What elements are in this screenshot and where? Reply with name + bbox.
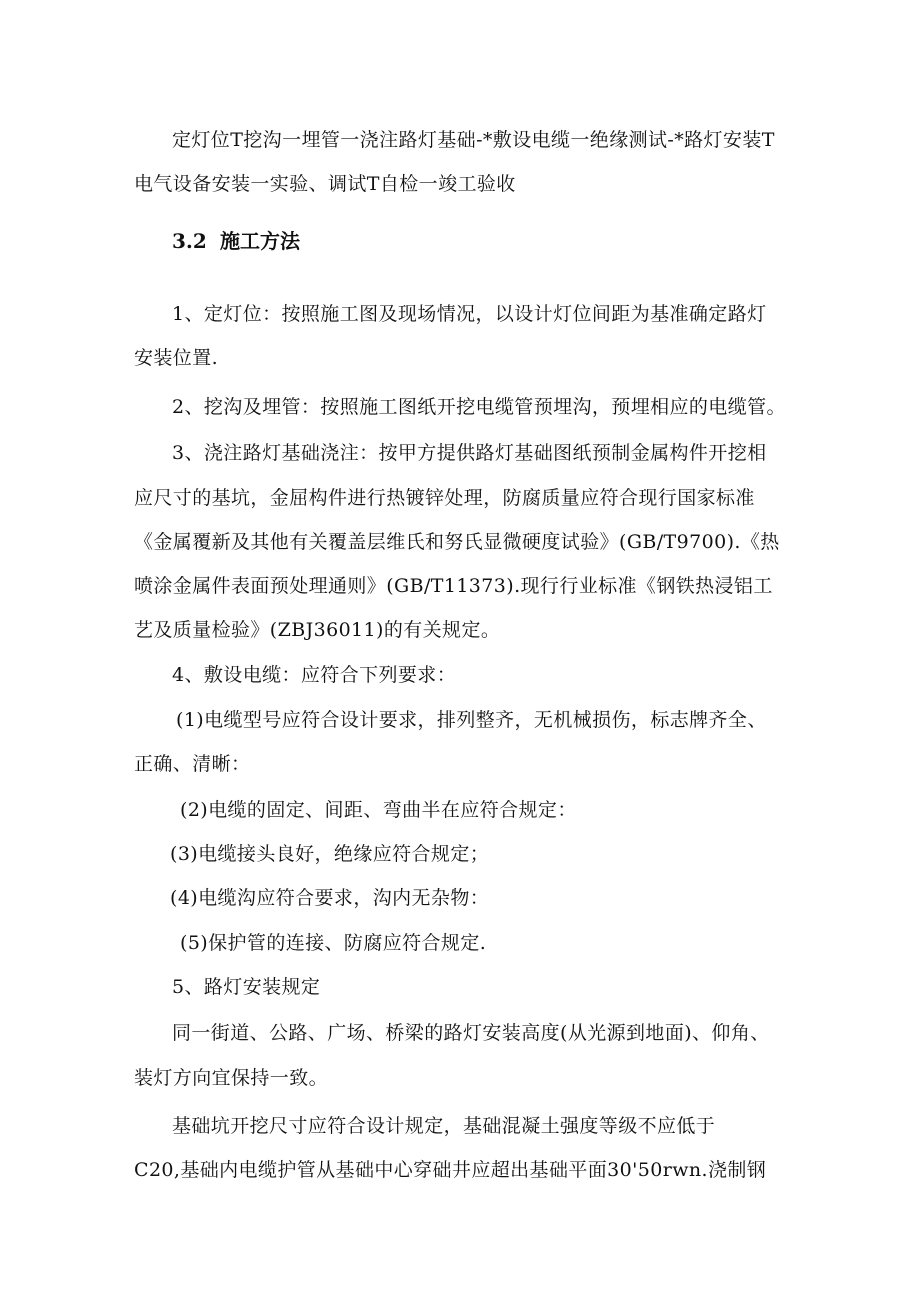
item-3-line-1: 3、浇注路灯基础浇注：按甲方提供路灯基础图纸预制金属构件开挖相: [172, 442, 767, 464]
item-5-line-1: 5、路灯安装规定: [172, 976, 321, 998]
process-flow-line-2: 电气设备安装一实验、调试T自检一竣工验收: [134, 173, 516, 195]
item-4-sub-3: (3)电缆接头良好，绝缘应符合规定；: [170, 843, 490, 865]
item-3-line-2: 应尺寸的基坑，金屈构件进行热镀锌处理，防腐质量应符合现行国家标准: [134, 487, 755, 509]
item-4-line-1: 4、敷设电缆：应符合下列要求：: [172, 664, 457, 686]
item-4-sub-1-line-2: 正确、清晰：: [134, 753, 251, 775]
item-2-line-1: 2、挖沟及埋管：按照施工图纸开挖电缆管预埋沟，预埋相应的电缆管。: [172, 396, 786, 418]
item-5-para-a-line-1: 同一街道、公路、广场、桥梁的路灯安装高度(从光源到地面)、仰角、: [172, 1022, 770, 1044]
item-4-sub-2: (2)电缆的固定、间距、弯曲半在应符合规定：: [180, 799, 577, 821]
process-flow-line-1: 定灯位T挖沟一埋管一浇注路灯基础-*敷设电缆一绝缘测试-*路灯安装T: [172, 129, 775, 151]
item-1-line-1: 1、定灯位：按照施工图及现场情况，以设计灯位间距为基准确定路灯: [172, 303, 767, 325]
item-3-line-3: 《金属覆新及其他有关覆盖层维氏和努氏显微硬度试验》(GB/T9700).《热: [134, 531, 780, 553]
item-4-sub-4: (4)电缆沟应符合要求，沟内无杂物：: [170, 887, 490, 909]
item-1-line-2: 安装位置.: [134, 347, 219, 369]
item-5-para-b-line-1: 基础坑开挖尺寸应符合设计规定，基础混凝土强度等级不应低于: [172, 1115, 716, 1137]
item-4-sub-1-line-1: (1)电缆型号应符合设计要求，排列整齐，无机械损伤，标志牌齐全、: [176, 709, 767, 731]
item-4-sub-5: (5)保护管的连接、防腐应符合规定.: [180, 932, 487, 954]
section-number: 3.2: [172, 229, 207, 253]
section-heading: [172, 228, 300, 254]
item-5-para-b-line-2: C20,基础内电缆护管从基础中心穿础井应超出基础平面30'50rwn.浇制钢: [134, 1159, 767, 1181]
item-5-para-a-line-2: 装灯方向宜保持一致。: [134, 1067, 329, 1089]
item-3-line-5: 艺及质量检验》(ZBJ36011)的有关规定。: [134, 619, 501, 641]
item-3-line-4: 喷涂金属件表面预处理通则》(GB/T11373).现行行业标准《钢铁热浸铝工: [134, 575, 773, 597]
section-title: 施工方法: [220, 229, 300, 253]
